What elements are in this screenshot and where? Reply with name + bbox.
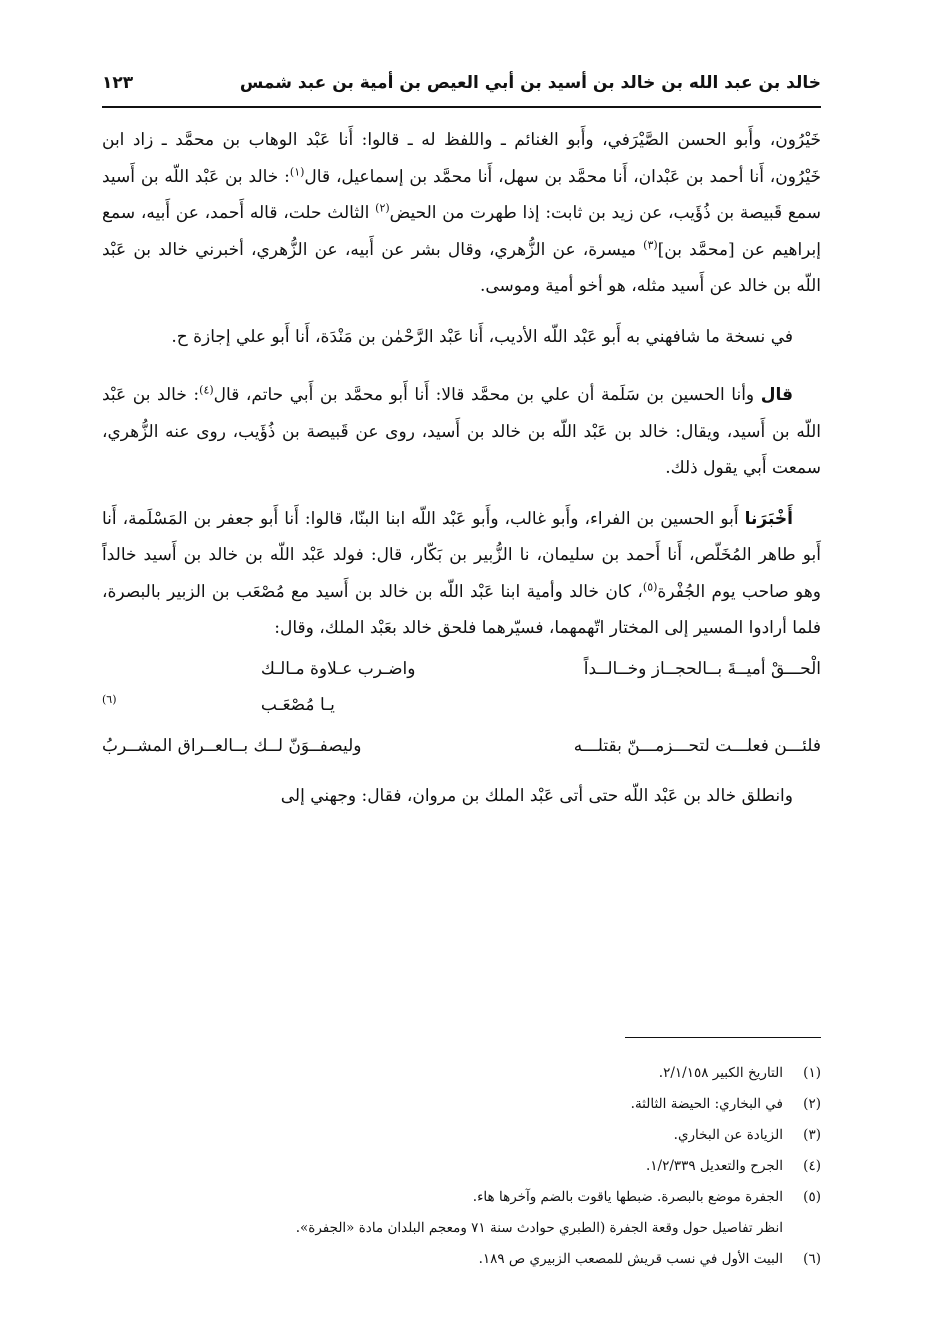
footnote-text: البيت الأول في نسب قريش للمصعب الزبيري ص ١٨٩. <box>478 1251 783 1267</box>
verse-line-2 <box>102 728 821 765</box>
footnote-text: في البخاري: الحيضة الثالثة. <box>630 1096 783 1112</box>
footnote-text: التاريخ الكبير ٢/١/١٥٨. <box>658 1065 783 1081</box>
header-rule <box>102 106 821 108</box>
text-run: وأنا الحسين بن سَلَمة أن علي بن محمَّد قالا: أَنا أَبو محمَّد بن أَبي حاتم، قال <box>213 385 761 405</box>
footnote-ref-4[interactable]: (٤) <box>199 383 214 397</box>
footnote-item <box>102 1089 821 1120</box>
footnote-item <box>102 1058 821 1089</box>
verse-hemistich-first: الْحـــقْ أميــةَ بــالحجــاز وخــالــداً <box>583 658 821 679</box>
footnote-ref-5[interactable]: (٥) <box>642 579 658 593</box>
footnote-item <box>102 1182 821 1213</box>
main-text <box>102 122 821 815</box>
footnote-ref-3[interactable]: (٣) <box>643 237 658 251</box>
running-head <box>102 66 821 100</box>
text-run: خَيْرُون، وأَبو الحسن الصَّيْرَفي، وأَبو الغنائم ـ واللفظ له ـ قالوا: أَنا عَبْد الوهاب بن محمَّد ـ زاد ابن خَيْرُون، أَنا أحمد بن عَبْدان، أَنا محمَّد بن سهل، أَنا محمَّد بن إسماعيل، قال <box>102 130 821 187</box>
paragraph-lead-word: قال <box>760 385 793 405</box>
text-run: ، كان خالد وأمية ابنا عَبْد اللّه بن خالد بن أَسيد مع مُصْعَب بن الزبير بالبصرة، فلما أرادوا المسير إلى المختار اتّهمهما، فسيّرهما فلحق خالد بعَبْد الملك، وقال: <box>102 581 821 638</box>
page-number: ١٢٣ <box>102 73 134 93</box>
verse-hemistich-second: واضـرب عـلاوة مـالـك يـا مُصْعَـب(٦) <box>102 651 440 724</box>
footnote-ref-1[interactable]: (١) <box>289 164 305 178</box>
text-run: أَبو الحسين بن الفراء، وأَبو غالب، وأَبو عَبْد اللّه ابنا البنّا، قالوا: أَنا أَبو جعفر بن المَسْلَمة، أَنا أَبو طاهر المُخَلّص، أَنا أَحمد بن سليمان، نا الزُّبير بن بَكّار، قال: فولد عَبْد اللّه بن خالد بن أَسيد خالداً وهو صاحب يوم الجُفْرة <box>102 508 821 602</box>
footnote-item <box>102 1120 821 1151</box>
verse-hemistich-first: فلئـــن فعلـــت لتحـــزمـــنّ بقتلـــه <box>573 735 821 756</box>
paragraph-lead-word: أَخْبَرَنا <box>744 508 793 529</box>
footnote-item <box>102 1244 821 1275</box>
text-run: واضـرب عـلاوة مـالـك يـا مُصْعَـب <box>260 658 416 715</box>
footnote-continuation <box>102 1213 821 1244</box>
verse-line-1 <box>102 651 821 724</box>
footnote-text: الجرح والتعديل ١/٢/٣٣٩. <box>645 1158 783 1174</box>
paragraph-3 <box>102 377 821 487</box>
footnote-text: الزيادة عن البخاري. <box>673 1127 783 1143</box>
text-run: ميسرة، عن الزُّهري، وقال بشر عن أَبيه، عن الزُّهري، أخبرني خالد بن عَبْد اللّه بن خالد عن أَسيد مثله، هو أخو أمية وموسى. <box>102 239 821 296</box>
text-run: في نسخة ما شافهني به أَبو عَبْد اللّه الأديب، أَنا عَبْد الرَّحْمٰن بن مَنْدَة، أَنا أَبو علي إجازة ح. <box>171 326 793 347</box>
running-title: خالد بن عبد الله بن خالد بن أسيد بن أبي العيص بن أمية بن عبد شمس <box>239 73 821 93</box>
paragraph-2 <box>102 319 821 356</box>
footnote-number: (٤) <box>803 1158 821 1174</box>
footnote-number: (٦) <box>803 1251 821 1267</box>
paragraph-4 <box>102 501 821 647</box>
footnote-number: (٣) <box>803 1127 821 1143</box>
footnote-item <box>102 1151 821 1182</box>
text-run: : خالد بن عَبْد اللّه بن أَسيد، ويقال: خالد بن عَبْد اللّه بن خالد بن أَسيد، روى عن قَبيصة بن ذُؤَيب، روى عنه الزُّهري، سمعت أَبي يقول ذلك. <box>102 385 821 478</box>
text-run: وانطلق خالد بن عَبْد اللّه حتى أتى عَبْد الملك بن مروان، فقال: وجهني إلى <box>280 786 793 806</box>
text-run: الثالث حلت، قاله أَحمد، عن أَبيه، سمع إبراهيم عن [محمَّد بن] <box>102 203 822 260</box>
footnote-number: (٢) <box>803 1096 821 1112</box>
footnote-text: الجفرة موضع بالبصرة. ضبطها ياقوت بالضم وآخرها هاء. <box>472 1189 783 1205</box>
paragraph-1 <box>102 122 821 305</box>
footnotes <box>102 1058 821 1275</box>
footnote-number: (١) <box>803 1065 821 1081</box>
footnote-ref-2[interactable]: (٢) <box>375 201 390 215</box>
footnote-number: (٥) <box>803 1189 821 1205</box>
paragraph-5 <box>102 778 821 815</box>
text-run: : خالد بن عَبْد اللّه بن أَسيد سمع قَبيصة بن ذُؤَيب، عن زيد بن ثابت: إذا طهرت من الحيض <box>102 166 821 223</box>
footnote-text: انظر تفاصيل حول وقعة الجفرة (الطبري حوادث سنة ٧١ ومعجم البلدان مادة «الجفرة». <box>295 1220 783 1236</box>
verse-hemistich-second: وليصفــوَنّ لــك بــالعــراق المشــربُ <box>102 735 362 756</box>
footnote-rule <box>625 1037 821 1038</box>
